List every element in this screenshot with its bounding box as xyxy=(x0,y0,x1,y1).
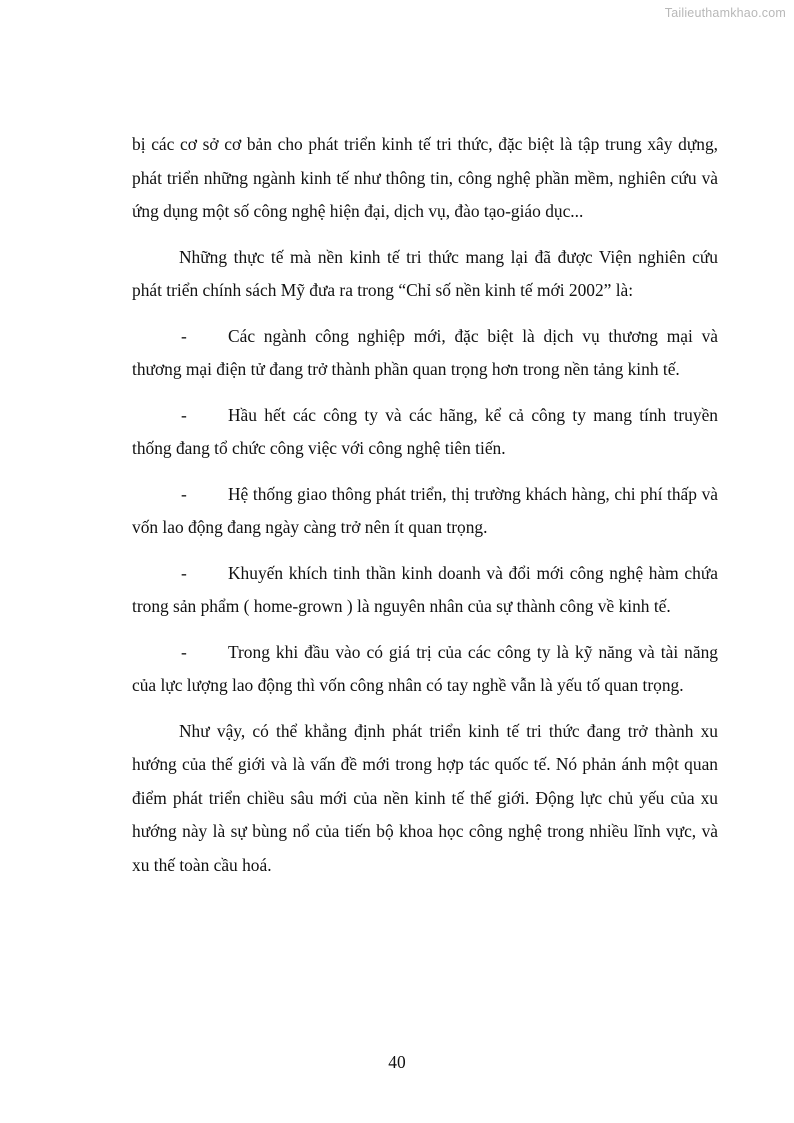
paragraph-continuation: bị các cơ sở cơ bản cho phát triển kinh tế tri thức, đặc biệt là tập trung xây dựng, phát triển những ngành kinh tế như thông tin, công nghệ phần mềm, nghiên cứu và ứng dụng một số công nghệ hiện đại, dịch vụ, đào tạo-giáo dục... xyxy=(132,134,718,221)
bullet-dash: - xyxy=(181,483,187,504)
body-text xyxy=(132,128,718,894)
bullet-item xyxy=(132,320,718,387)
page-number: 40 xyxy=(388,1052,406,1072)
bullet-text: Khuyến khích tinh thần kinh doanh và đổi mới công nghệ hàm chứa trong sản phẩm ( home-grown ) là nguyên nhân của sự thành công về kinh tế. xyxy=(132,562,718,616)
bullet-item xyxy=(132,557,718,624)
bullet-text: Trong khi đầu vào có giá trị của các công ty là kỹ năng và tài năng của lực lượng lao động thì vốn công nhân có tay nghề vẫn là yếu tố quan trọng. xyxy=(132,641,718,695)
bullet-dash: - xyxy=(181,641,187,662)
watermark: Tailieuthamkhao.com xyxy=(664,6,786,20)
bullet-text: Các ngành công nghiệp mới, đặc biệt là dịch vụ thương mại và thương mại điện tử đang trở thành phần quan trọng hơn trong nền tảng kinh tế. xyxy=(132,325,718,379)
bullet-dash: - xyxy=(181,404,187,425)
bullet-text: Hệ thống giao thông phát triển, thị trường khách hàng, chi phí thấp và vốn lao động đang ngày càng trở nên ít quan trọng. xyxy=(132,483,718,537)
paragraph-intro: Những thực tế mà nền kinh tế tri thức mang lại đã được Viện nghiên cứu phát triển chính sách Mỹ đưa ra trong “Chỉ số nền kinh tế mới 2002” là: xyxy=(132,246,718,300)
bullet-text: Hầu hết các công ty và các hãng, kể cả công ty mang tính truyền thống đang tổ chức công việc với công nghệ tiên tiến. xyxy=(132,404,718,458)
bullet-dash: - xyxy=(181,562,187,583)
bullet-dash: - xyxy=(181,325,187,346)
bullet-item xyxy=(132,478,718,545)
bullet-item xyxy=(132,636,718,703)
bullet-item xyxy=(132,399,718,466)
paragraph-conclusion: Như vậy, có thể khẳng định phát triển kinh tế tri thức đang trở thành xu hướng của thế giới và là vấn đề mới trong hợp tác quốc tế. Nó phản ánh một quan điểm phát triển chiều sâu mới của nền kinh tế thế giới. Động lực chủ yếu của xu hướng này là sự bùng nổ của tiến bộ khoa học công nghệ trong nhiều lĩnh vực, và xu thế toàn cầu hoá. xyxy=(132,720,718,875)
